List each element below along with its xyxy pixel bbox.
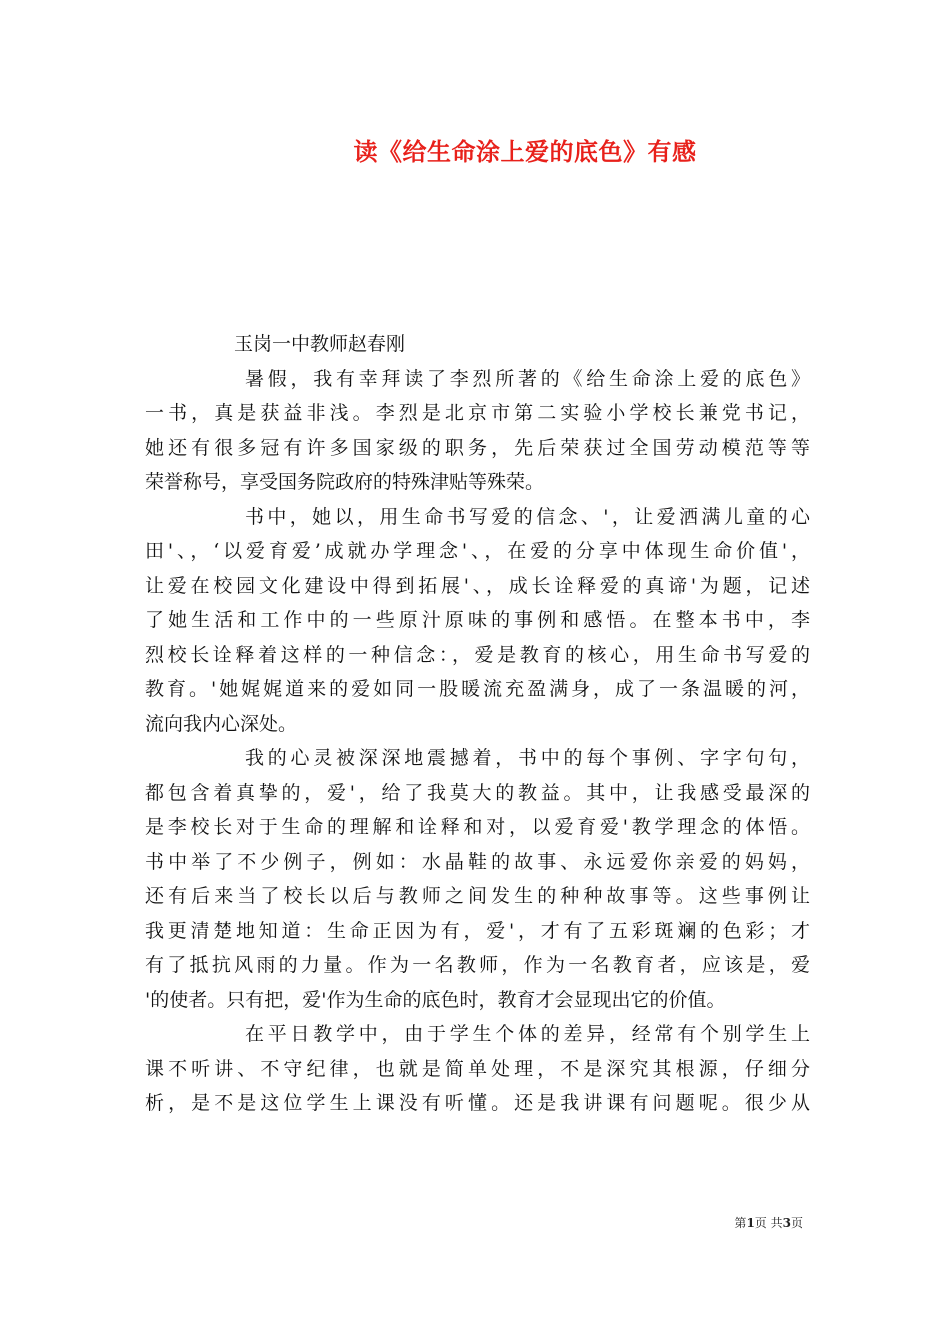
document-title: [0, 132, 950, 167]
paragraph-line: 教育。'她娓娓道来的爱如同一股暖流充盈满身，成了一条温暖的河，: [145, 678, 810, 700]
paragraph-line: 一书，真是获益非浅。李烈是北京市第二实验小学校长兼党书记，: [145, 402, 810, 424]
paragraph-1: [145, 362, 810, 500]
paragraph-line: 有了抵抗风雨的力量。作为一名教师，作为一名教育者，应该是，爱: [145, 954, 810, 976]
footer-middle: 页 共: [754, 1216, 783, 1230]
paragraph-line: 了她生活和工作中的一些原汁原味的事例和感悟。在整本书中，李: [145, 609, 810, 631]
paragraph-line: 我的心灵被深深地震撼着，书中的每个事例、字字句句，: [245, 747, 810, 769]
paragraph-line: 还有后来当了校长以后与教师之间发生的种种故事等。这些事例让: [145, 885, 810, 907]
paragraph-line: 课不听讲、不守纪律，也就是简单处理，不是深究其根源，仔细分: [145, 1057, 810, 1080]
paragraph-line: 暑假，我有幸拜读了李烈所著的《给生命涂上爱的底色》: [245, 367, 810, 390]
paragraph-2: [145, 500, 810, 742]
paragraph-line: 析，是不是这位学生上课没有听懂。还是我讲课有问题呢。很少从: [145, 1092, 810, 1114]
paragraph-line: 荣誉称号，享受国务院政府的特殊津贴等殊荣。: [145, 471, 545, 493]
paragraph-line: '的使者。只有把，爱'作为生命的底色时，教育才会显现出它的价值。: [145, 988, 726, 1011]
author-line: 玉岗一中教师赵春刚: [234, 333, 406, 355]
paragraph-line: 我更清楚地知道：生命正因为有，爱'，才有了五彩斑斓的色彩；才: [145, 919, 810, 942]
current-page-number: 1: [746, 1216, 755, 1230]
paragraph-line: 烈校长诠释着这样的一种信念：，爱是教育的核心，用生命书写爱的: [145, 643, 810, 666]
total-page-number: 3: [782, 1216, 791, 1230]
document-title-text: 读《给生命涂上爱的底色》有感: [353, 137, 697, 166]
paragraph-3: [145, 741, 810, 1017]
paragraph-line: 书中，她以，用生命书写爱的信念、'，让爱洒满儿童的心: [245, 505, 810, 528]
paragraph-line: 都包含着真挚的，爱'，给了我莫大的教益。其中，让我感受最深的: [145, 781, 810, 804]
paragraph-line: 她还有很多冠有许多国家级的职务，先后荣获过全国劳动模范等等: [145, 436, 810, 459]
page-footer: [734, 1214, 803, 1231]
paragraph-line: 是李校长对于生命的理解和诠释和对，以爱育爱'教学理念的体悟。: [145, 816, 810, 838]
footer-prefix: 第: [734, 1216, 747, 1230]
footer-suffix: 页: [790, 1216, 803, 1230]
paragraph-line: 在平日教学中，由于学生个体的差异，经常有个别学生上: [245, 1023, 810, 1045]
document-body: [145, 327, 810, 1121]
paragraph-4: [145, 1017, 810, 1121]
paragraph-line: 书中举了不少例子，例如：水晶鞋的故事、永远爱你亲爱的妈妈，: [145, 850, 810, 873]
paragraph-line: 田'、，‘以爱育爱’成就办学理念'、，在爱的分享中体现生命价值'，: [145, 540, 810, 562]
paragraph-line: 流向我内心深处。: [145, 712, 298, 735]
paragraph-line: 让爱在校园文化建设中得到拓展'、，成长诠释爱的真谛'为题，记述: [145, 574, 810, 597]
